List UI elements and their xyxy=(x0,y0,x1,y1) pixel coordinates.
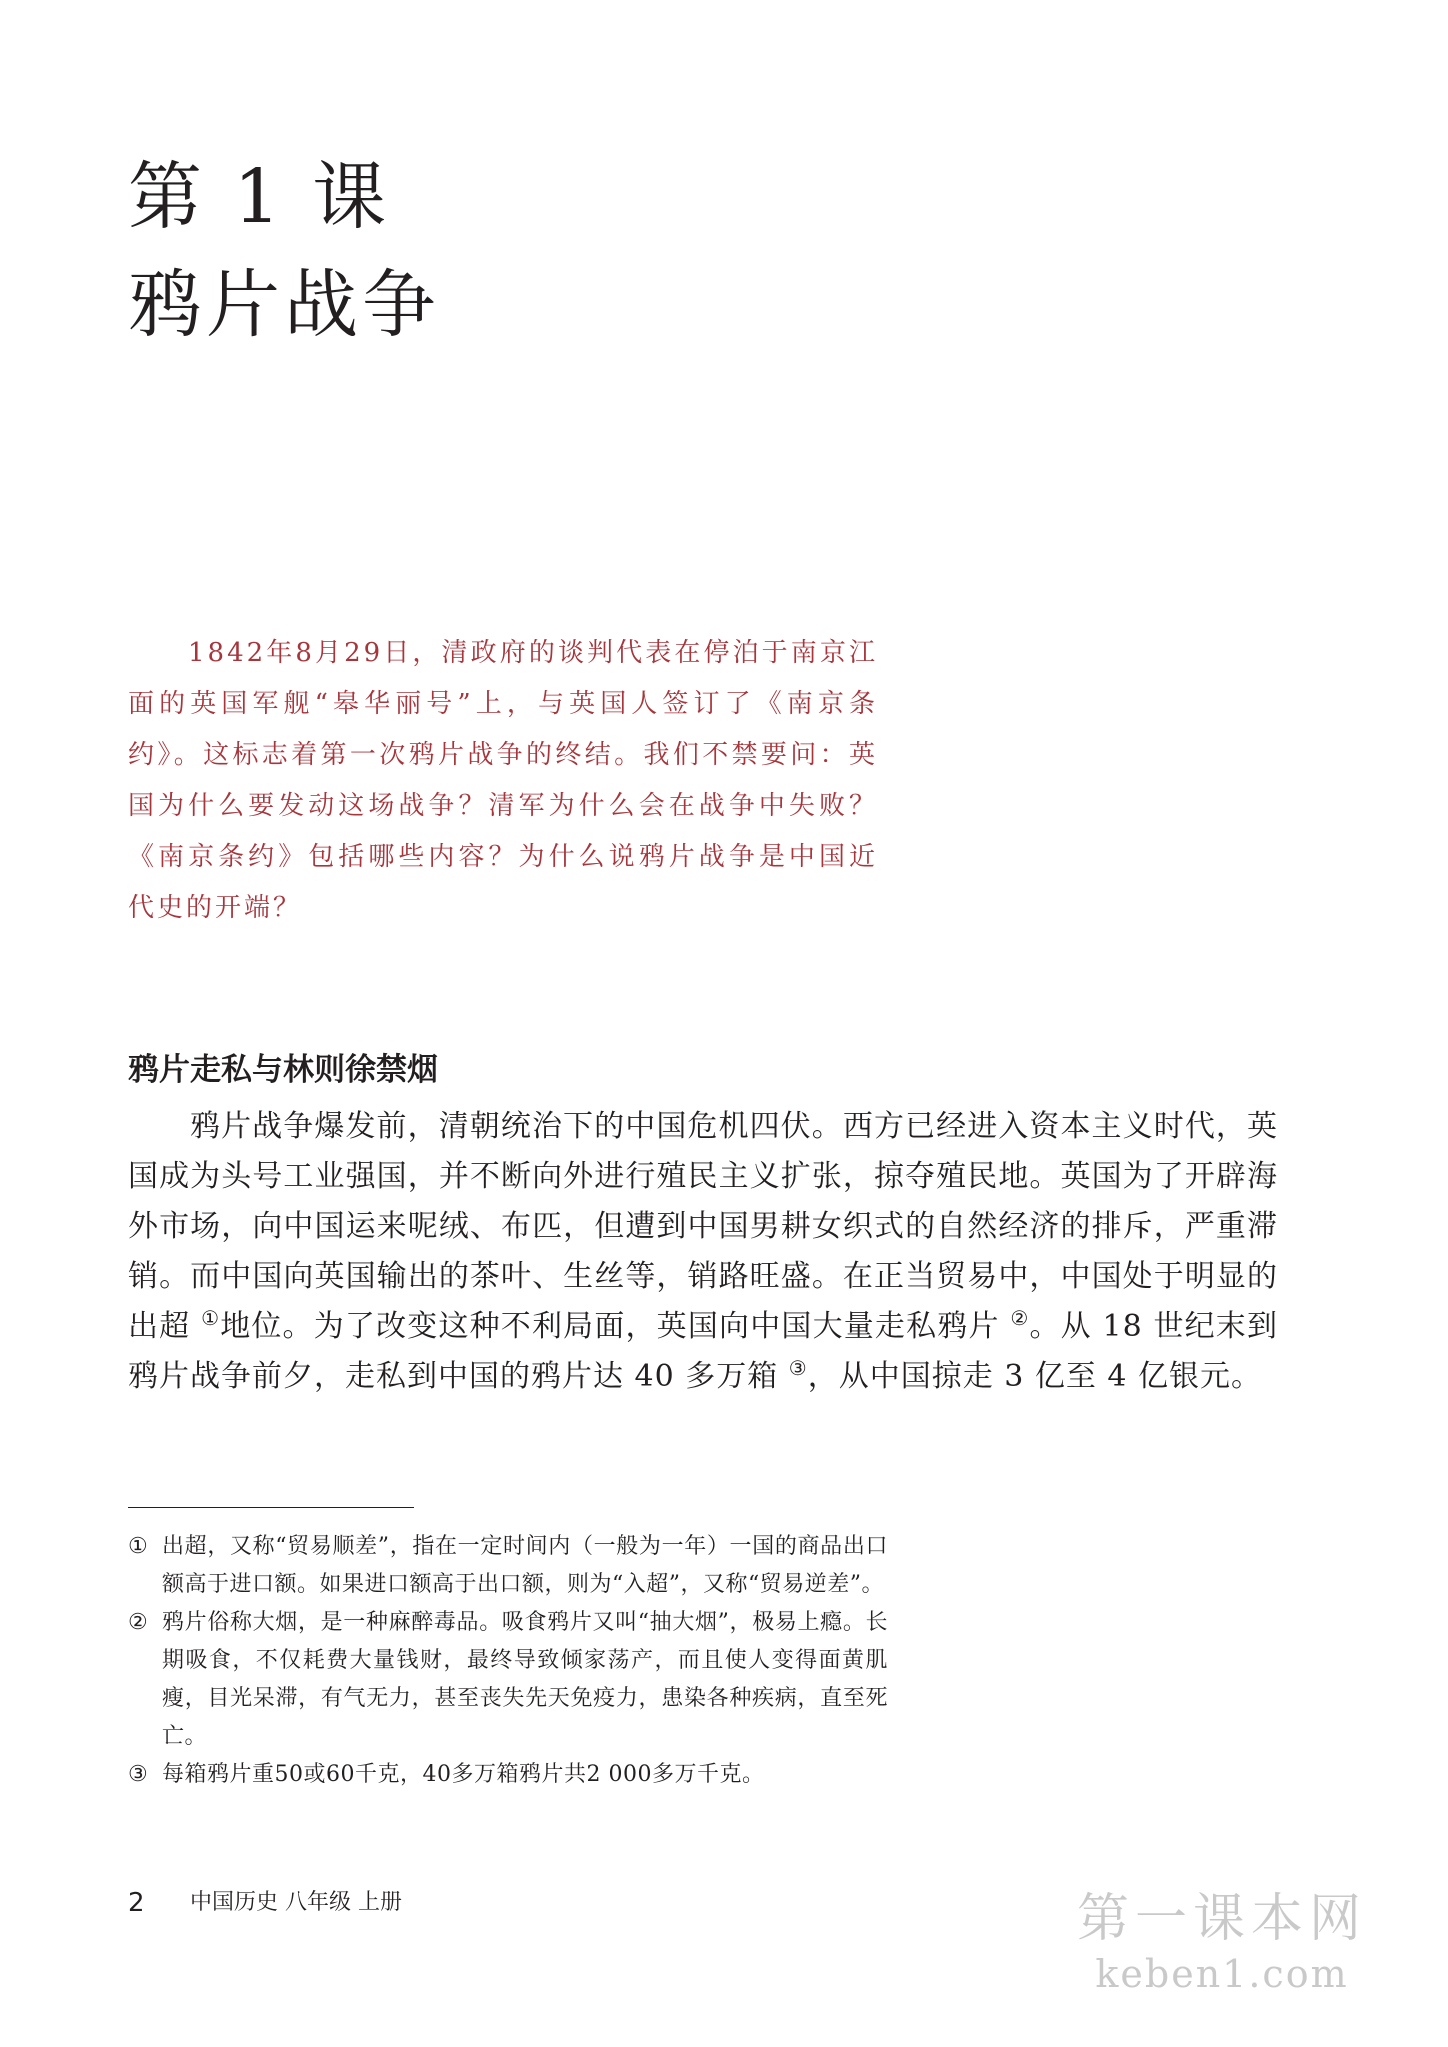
footnote-number: ② xyxy=(128,1610,148,1635)
site-watermark xyxy=(1062,1888,1382,1998)
footnote-number: ③ xyxy=(128,1762,148,1787)
footnote-1 xyxy=(128,1528,888,1604)
body-text-part-1: 鸦片战争爆发前，清朝统治下的中国危机四伏。西方已经进入资本主义时代，英国成为头号工业强国，并不断向外进行殖民主义扩张，掠夺殖民地。英国为了开辟海外市场，向中国运来呢绒、布匹，但遭到中国男耕女织式的自然经济的排斥，严重滞销。而中国向英国输出的茶叶、生丝等，销路旺盛。在正当贸易中，中国处于明显的出超 xyxy=(128,1109,1278,1344)
section-heading: 鸦片走私与林则徐禁烟 xyxy=(128,1052,438,1088)
body-text-part-2: 地位。为了改变这种不利局面，英国向中国大量走私鸦片 xyxy=(220,1309,1011,1344)
footnote-ref-1: ① xyxy=(201,1306,221,1330)
watermark-chinese-text: 第一课本网 xyxy=(1076,1889,1367,1949)
footnote-text: 每箱鸦片重50或60千克，40多万箱鸦片共2 000多万千克。 xyxy=(162,1762,765,1787)
watermark-url-text: keben1.com xyxy=(1095,1952,1349,1996)
body-text-part-3: 。从 18 世纪末到鸦片战争前夕，走私到中国的鸦片达 40 多万箱 xyxy=(128,1309,1278,1394)
body-text-part-4: ，从中国掠走 3 亿至 4 亿银元。 xyxy=(807,1359,1263,1394)
body-paragraph xyxy=(128,1102,1278,1402)
lesson-introduction: 1842年8月29日，清政府的谈判代表在停泊于南京江面的英国军舰“皋华丽号”上，与英国人签订了《南京条约》。这标志着第一次鸦片战争的终结。我们不禁要问：英国为什么要发动这场战争？清军为什么会在战争中失败？《南京条约》包括哪些内容？为什么说鸦片战争是中国近代史的开端？ xyxy=(128,638,878,923)
lesson-number: 第 1 课 xyxy=(128,154,391,240)
page-number: 2 xyxy=(128,1888,145,1918)
footnote-2 xyxy=(128,1604,888,1756)
footnote-ref-2: ② xyxy=(1010,1306,1030,1330)
footnote-3 xyxy=(128,1756,888,1794)
footnote-text: 出超，又称“贸易顺差”，指在一定时间内（一般为一年）一国的商品出口额高于进口额。如果进口额高于出口额，则为“入超”，又称“贸易逆差”。 xyxy=(162,1534,888,1597)
running-footer-book-title: 中国历史 八年级 上册 xyxy=(190,1890,402,1915)
footnote-list xyxy=(128,1528,888,1794)
footnote-text: 鸦片俗称大烟，是一种麻醉毒品。吸食鸦片又叫“抽大烟”，极易上瘾。长期吸食，不仅耗费大量钱财，最终导致倾家荡产，而且使人变得面黄肌瘦，目光呆滞，有气无力，甚至丧失先天免疫力，患染各种疾病，直至死亡。 xyxy=(162,1610,888,1749)
footnote-ref-3: ③ xyxy=(788,1356,808,1380)
footnote-divider xyxy=(128,1507,414,1508)
lesson-title: 鸦片战争 xyxy=(128,262,440,348)
footnote-number: ① xyxy=(128,1534,148,1559)
